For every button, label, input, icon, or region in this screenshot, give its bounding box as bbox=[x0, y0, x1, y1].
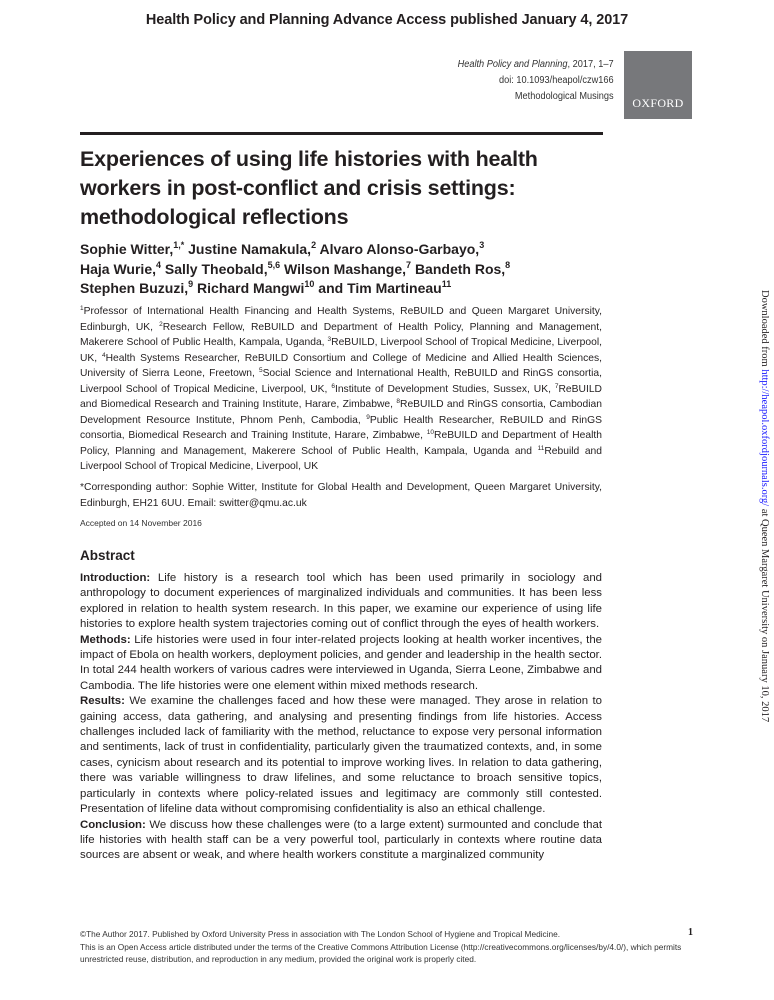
title-rule bbox=[80, 132, 603, 135]
abstract-introduction: Introduction: Life history is a research tool which has been used primarily in sociology and anthropology to document experiences of marginalized individuals and communities. It has been less explored in relation to health system research. In this paper, we examine our experience of using life histories to explore health system trajectories coming out of conflict through the eyes of health workers. bbox=[80, 572, 602, 631]
download-watermark bbox=[757, 290, 774, 730]
journal-link[interactable]: http://heapol.oxfordjournals.org/ bbox=[759, 369, 770, 507]
oxford-logo bbox=[624, 51, 692, 119]
oxford-logo-text: OXFORD bbox=[632, 96, 684, 110]
author: Richard Mangwi$^{10}$ bbox=[197, 279, 315, 296]
affiliation: $^7$ReBUILD and Biomedical Research and Training Institute, Harare, Zimbabwe, bbox=[80, 382, 602, 410]
footer-license: This is an Open Access article distributed under the terms of the Creative Commons Attribution License (http://creativecommons.org/licenses/by/4.0/), which permits unrestricted reuse, distribution, and reproduction in any medium, provided the original work is properly cited. bbox=[80, 942, 682, 964]
article-title: Experiences of using life histories with health workers in post-conflict and crisis settings: methodological reflections bbox=[80, 147, 538, 229]
author: Sophie Witter,$^{1,*}$ bbox=[80, 240, 185, 257]
affiliation: $^8$ReBUILD and RinGS consortia, Cambodian Development Resource Institute, Phnom Penh, Cambodia, bbox=[80, 398, 602, 426]
affiliation: $^1$Professor of International Health Financing and Health Systems, ReBUILD and Queen Margaret University, Edinburgh, UK, bbox=[80, 305, 602, 333]
corresponding-author: *Corresponding author: Sophie Witter, Institute for Global Health and Development, Queen Margaret University, Edinburgh, EH21 6UU. Email: switter@qmu.ac.uk bbox=[80, 482, 602, 509]
affiliation: $^{11}$Rebuild and Liverpool School of Tropical Medicine, Liverpool, UK bbox=[80, 444, 602, 472]
affiliation: $^9$Public Health Researcher, ReBUILD and RinGS consortia, Biomedical Research and Training Institute, Harare, Zimbabwe, bbox=[80, 413, 602, 441]
advance-access-header: Health Policy and Planning Advance Access published January 4, 2017 bbox=[145, 12, 629, 28]
article-section: Methodological Musings bbox=[515, 91, 614, 102]
author: Stephen Buzuzi,$^9$ bbox=[80, 279, 194, 296]
accepted-date: Accepted on 14 November 2016 bbox=[80, 518, 202, 528]
section-label: Methods: bbox=[80, 633, 131, 646]
author: Bandeth Ros,$^8$ bbox=[414, 259, 511, 277]
abstract-methods: Methods: Life histories were used in four inter-related projects looking at health worker incentives, the impact of Ebola on health workers, deployment policies, and gender and leadership in the health sector. In total 244 health workers of various cadres were interviewed in Uganda, Sierra Leone, Zimbabwe and Cambodia. The life histories were one element within mixed methods research. bbox=[80, 633, 602, 692]
author: Alvaro Alonso-Garbayo,$^3$ bbox=[319, 240, 485, 257]
affiliation: $^{10}$ReBUILD and Department of Health Policy, Planning and Management, Makerere School of Public Health, Kampala, Uganda and bbox=[80, 429, 602, 457]
author: Justine Namakula,$^2$ bbox=[188, 240, 317, 257]
author: and Tim Martineau$^{11}$ bbox=[318, 279, 452, 296]
abstract-conclusion: Conclusion: We discuss how these challenges were (to a large extent) surmounted and conclude that life histories with health staff can be a very powerful tool, particularly in contexts where routine data sources are absent or weak, and where health workers constitute a marginalized community bbox=[80, 818, 602, 862]
abstract-heading: Abstract bbox=[80, 548, 135, 563]
journal-meta bbox=[458, 57, 614, 105]
affiliation: $^6$Institute of Development Studies, Sussex, UK, bbox=[331, 382, 555, 395]
journal-citation bbox=[458, 57, 614, 73]
section-label: Conclusion: bbox=[80, 818, 146, 831]
affiliation: $^3$ReBUILD, Liverpool School of Tropical Medicine, Liverpool, UK, bbox=[80, 336, 602, 364]
abstract-body bbox=[80, 571, 602, 864]
download-suffix: at Queen Margaret University on January 10, 2017 bbox=[759, 506, 770, 723]
affiliation: $^2$Research Fellow, ReBUILD and Department of Health Policy, Planning and Management, Makerere School of Public Health, Kampala, Uganda, bbox=[80, 320, 602, 348]
affiliation: $^4$Health Systems Researcher, ReBUILD Consortium and College of Medicine and Allied Health Sciences, University of Sierra Leone, Freetown, bbox=[80, 351, 602, 379]
abstract-results: Results: We examine the challenges faced and how these were managed. They arose in relation to gaining access, data gathering, and analysing and presenting findings from life histories. Access challenges included lack of familiarity with the method, reluctance to expose very personal information and sentiments, lack of trust in confidentiality, particularly given the traumatized contexts, and, in some cases, cynicism about research and its potential to improve working lives. In relation to data gathering, there was variable willingness to draw lifelines, and some reluctance to broach sensitive topics, particularly in contexts where policy-related issues and legitimacy are commonly still contested. Presentation of lifeline data without compromising confidentiality is also an ethical challenge. bbox=[80, 695, 602, 816]
affiliation: $^5$Social Science and International Health, ReBUILD and RinGS consortia, Liverpool School of Tropical Medicine, Liverpool, UK, bbox=[80, 367, 602, 395]
author: Haja Wurie,$^4$ bbox=[80, 259, 162, 277]
affiliations bbox=[80, 304, 602, 475]
author: Sally Theobald,$^{5,6}$ bbox=[164, 259, 281, 277]
doi: doi: 10.1093/heapol/czw166 bbox=[499, 75, 614, 86]
author-list bbox=[80, 240, 620, 299]
footer-copyright: ©The Author 2017. Published by Oxford University Press in association with The London School of Hygiene and Tropical Medicine. bbox=[80, 929, 561, 939]
section-label: Introduction: bbox=[80, 572, 151, 584]
journal-name: Health Policy and Planning bbox=[457, 59, 568, 70]
download-prefix: Downloaded from bbox=[759, 290, 770, 370]
citation-range: , 2017, 1–7 bbox=[567, 59, 614, 70]
page-number: 1 bbox=[688, 927, 693, 938]
section-label: Results: bbox=[80, 695, 125, 708]
author: Wilson Mashange,$^7$ bbox=[284, 259, 412, 277]
